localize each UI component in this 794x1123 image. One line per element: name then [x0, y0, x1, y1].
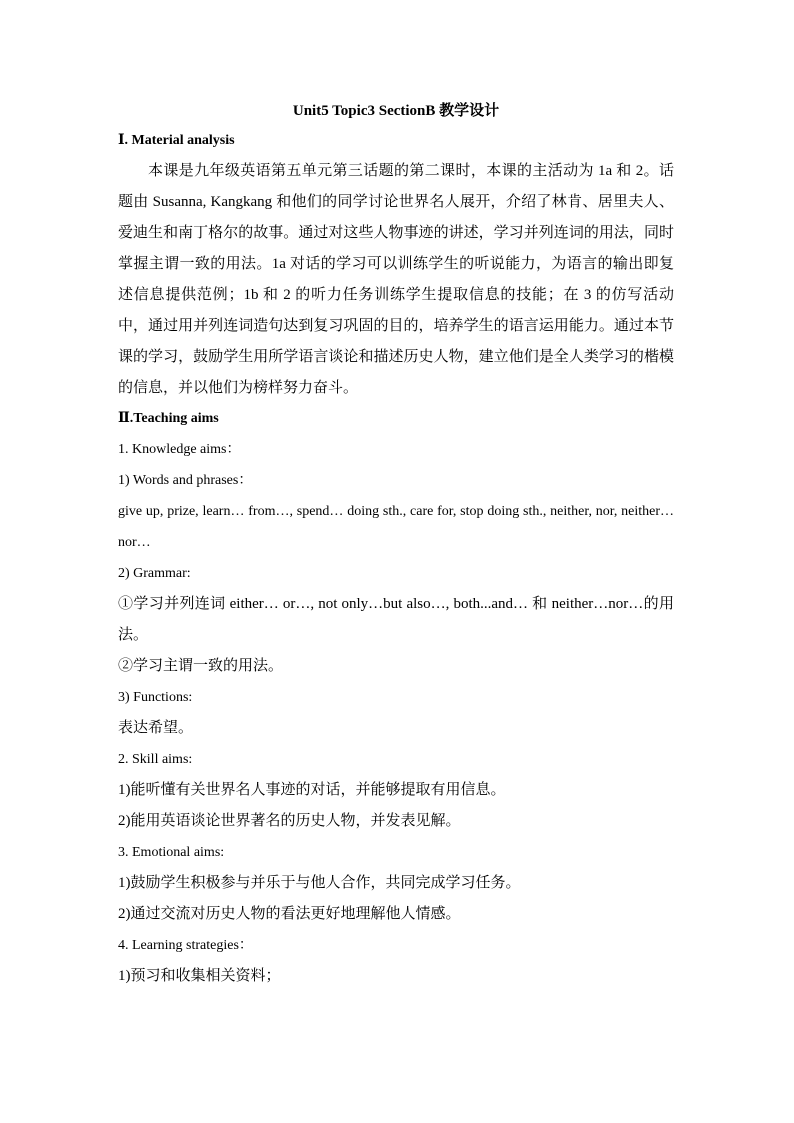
strategy-item-1: 1)预习和收集相关资料；	[118, 968, 281, 984]
skill-aims-heading: 2. Skill aims:	[118, 752, 193, 767]
skill-item-2: 2)能用英语谈论世界著名的历史人物，并发表见解。	[118, 813, 461, 829]
section-heading-teaching-aims: Ⅱ.Teaching aims	[118, 411, 219, 426]
words-phrases-label: 1) Words and phrases：	[118, 473, 253, 488]
words-phrases-list: give up, prize, learn… from…, spend… doing sth., care for, stop doing sth., neither, nor, neither…nor…	[118, 504, 674, 550]
grammar-label: 2) Grammar:	[118, 566, 191, 581]
skill-item-1: 1)能听懂有关世界名人事迹的对话，并能够提取有用信息。	[118, 782, 506, 798]
document-page	[118, 96, 674, 992]
emotional-item-2: 2)通过交流对历史人物的看法更好地理解他人情感。	[118, 906, 461, 922]
grammar-item-2: ②学习主谓一致的用法。	[118, 658, 284, 674]
section-heading-material-analysis: Ⅰ. Material analysis	[118, 133, 235, 148]
knowledge-aims-heading: 1. Knowledge aims：	[118, 442, 241, 457]
functions-item: 表达希望。	[118, 720, 194, 736]
functions-label: 3) Functions:	[118, 690, 193, 705]
learning-strategies-heading: 4. Learning strategies：	[118, 938, 253, 953]
emotional-item-1: 1)鼓励学生积极参与并乐于与他人合作，共同完成学习任务。	[118, 875, 521, 891]
emotional-aims-heading: 3. Emotional aims:	[118, 845, 225, 860]
grammar-item-1: ①学习并列连词 either… or…, not only…but also…, both...and… 和 neither…nor…的用法。	[118, 596, 674, 643]
material-analysis-paragraph: 本课是九年级英语第五单元第三话题的第二课时，本课的主活动为 1a 和 2。话题由 Susanna, Kangkang 和他们的同学讨论世界名人展开，介绍了林肯、居里夫人、爱迪生和南丁格尔的故事。通过对这些人物事迹的讲述，学习并列连词的用法，同时掌握主谓一致的用法。1a 对话的学习可以训练学生的听说能力，为语言的输出即复述信息提供范例；1b 和 2 的听力任务训练学生提取信息的技能；在 3 的仿写活动中，通过用并列连词造句达到复习巩固的目的，培养学生的语言运用能力。通过本节课的学习，鼓励学生用所学语言谈论和描述历史人物，建立他们是全人类学习的楷模的信息，并以他们为榜样努力奋斗。	[118, 163, 674, 396]
document-title: Unit5 Topic3 SectionB 教学设计	[292, 103, 500, 119]
